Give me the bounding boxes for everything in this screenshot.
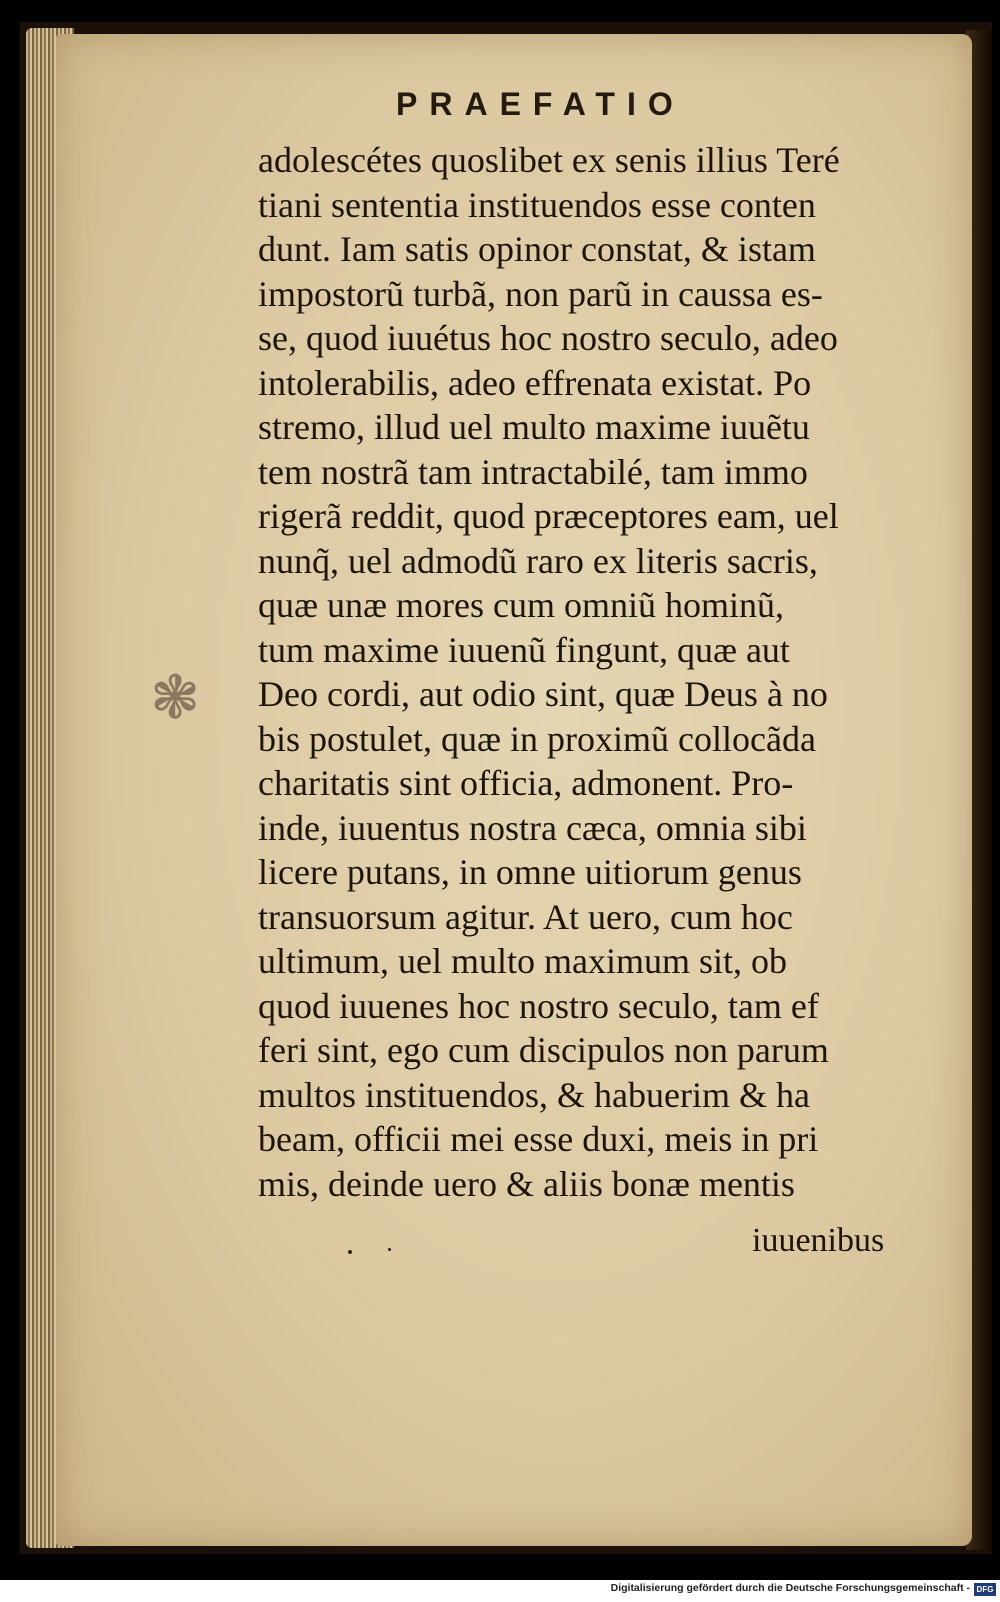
text-line: Deo cordi, aut odio sint, quæ Deus à no [258,674,828,714]
text-line: intolerabilis, adeo effrenata existat. Po [258,362,812,403]
text-line: tiani sententia instituendos esse conten [258,184,816,225]
text-line: rigerã reddit, quod præceptores eam, uel [258,496,839,536]
text-line: beam, officii mei esse duxi, meis in pri [258,1119,819,1159]
text-line: adolescétes quoslibet ex senis illius Teré [258,140,840,180]
text-line: quod iuuenes hoc nostro seculo, tam ef [258,985,819,1026]
text-line: tem nostrã tam intractabilé, tam immo [258,451,808,492]
text-line: feri sint, ego cum discipulos non parum [258,1030,829,1070]
text-line: mis, deinde uero & aliis bonæ mentis [258,1163,795,1204]
text-line: impostorũ turbã, non parũ in caussa es- [258,273,823,314]
marginal-ornament-icon: ❃ [150,665,201,731]
running-head: PRAEFATIO [396,86,685,122]
body-text [258,138,918,1206]
text-line: se, quod iuuétus hoc nostro seculo, adeo [258,318,838,358]
text-line: nunq̃, uel admodũ raro ex literis sacris, [258,540,818,581]
text-line: inde, iuuentus nostra cæca, omnia sibi [258,807,807,848]
dfg-logo-icon: DFG [974,1583,996,1596]
text-line: bis postulet, quæ in proximũ collocãda [258,718,816,759]
text-line: charitatis sint officia, admonent. Pro- [258,763,794,803]
text-line: tum maxime iuuenũ fingunt, quæ aut [258,629,790,670]
text-line: stremo, illud uel multo maxime iuuẽtu [258,407,810,447]
text-line: dunt. Iam satis opinor constat, & istam [258,229,816,269]
text-line: quæ unæ mores cum omniũ hominũ, [258,585,784,625]
catchword: iuuenibus [752,1222,885,1259]
text-line: multos instituendos, & habuerim & ha [258,1074,810,1115]
ink-speck [388,1248,391,1251]
text-line: licere putans, in omne uitiorum genus [258,852,802,892]
text-line: ultimum, uel multo maximum sit, ob [258,941,787,981]
text-line: transuorsum agitur. At uero, cum hoc [258,896,793,937]
footer-credit: Digitalisierung gefördert durch die Deutsche Forschungsgemeinschaft - [610,1582,970,1594]
ink-speck [348,1250,352,1254]
